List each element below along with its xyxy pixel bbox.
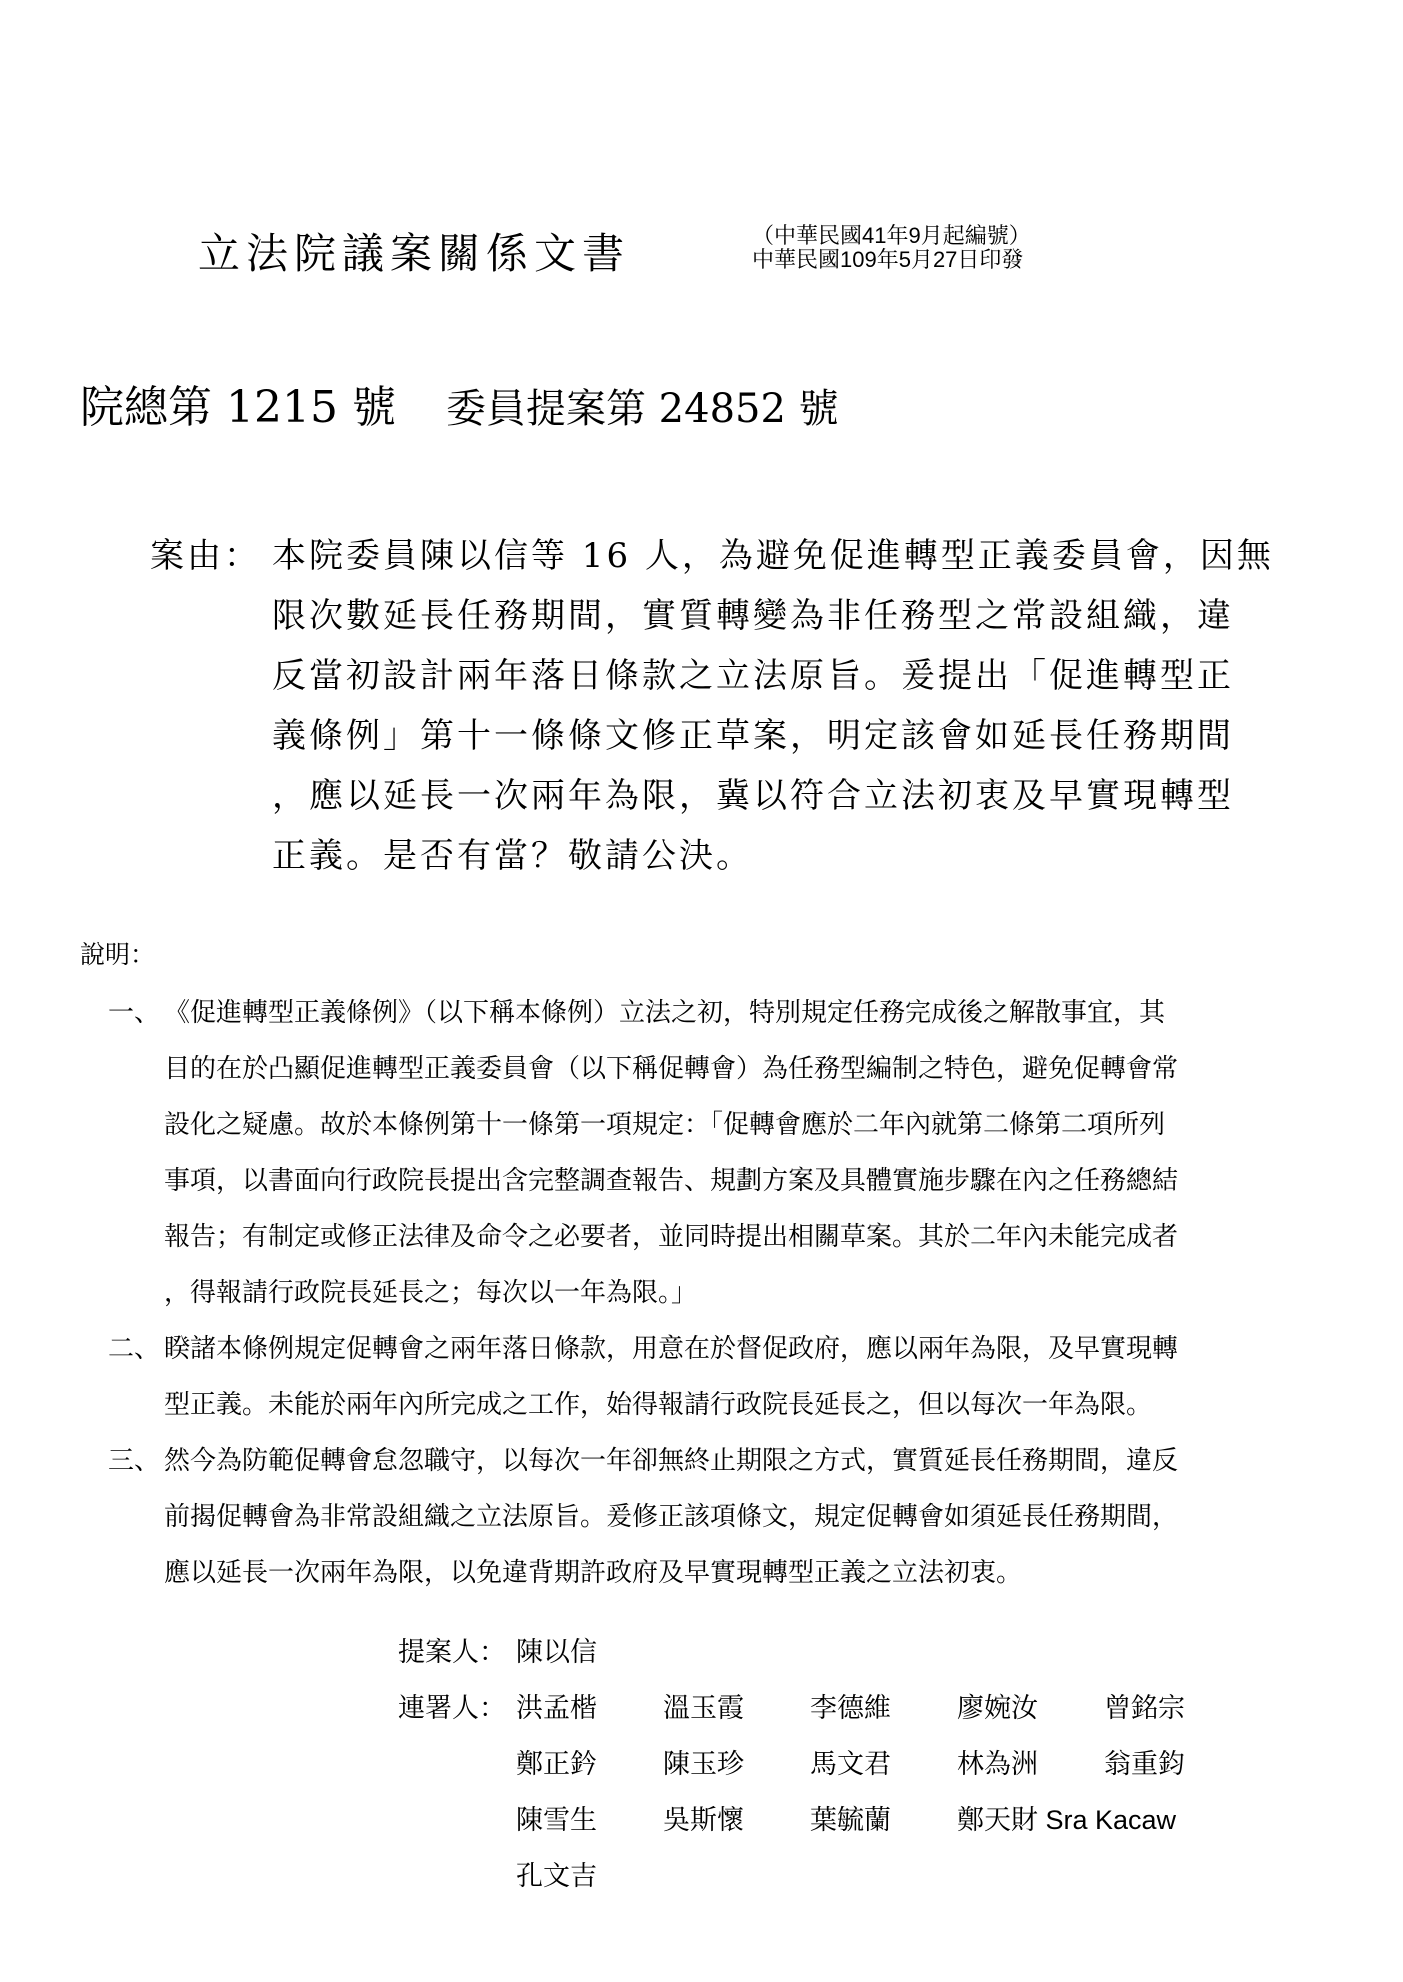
cosigner-name: 洪孟楷 (516, 1693, 597, 1723)
cosigner-name: 吳斯懷 (663, 1805, 744, 1835)
reason-line: ，應以延長一次兩年為限，冀以符合立法初衷及早實現轉型 (272, 776, 1234, 816)
cosigner-name: 鄭正鈐 (516, 1749, 597, 1779)
proposal-number: 委員提案第 24852 號 (445, 386, 839, 432)
reason-line: 反當初設計兩年落日條款之立法原旨。爰提出「促進轉型正 (272, 656, 1234, 696)
item-line: 目的在於凸顯促進轉型正義委員會（以下稱促轉會）為任務型編制之特色，避免促轉會常 (164, 1053, 1179, 1083)
item-text (164, 1432, 1178, 1600)
print-date: 中華民國109年5月27日印發 (752, 247, 1024, 272)
proposer-label: 提案人： (398, 1637, 506, 1667)
item-line: 《促進轉型正義條例》（以下稱本條例）立法之初，特別規定任務完成後之解散事宜，其 (164, 997, 1166, 1027)
item-line: 睽諸本條例規定促轉會之兩年落日條款，用意在於督促政府，應以兩年為限，及早實現轉 (164, 1333, 1179, 1363)
item-line: 然今為防範促轉會怠忽職守，以每次一年卻無終止期限之方式，實質延長任務期間，違反 (164, 1445, 1179, 1475)
item-line: 應以延長一次兩年為限，以免違背期許政府及早實現轉型正義之立法初衷。 (164, 1557, 1023, 1587)
item-text (164, 1320, 1178, 1432)
item-marker: 三、 (108, 1445, 161, 1475)
cosigner-name: 葉毓蘭 (810, 1805, 891, 1835)
cosigner-name: 孔文吉 (516, 1861, 597, 1891)
general-number: 院總第 1215 號 (80, 382, 396, 433)
item-line: ，得報請行政院長延長之；每次以一年為限。」 (164, 1277, 698, 1307)
item-marker: 一、 (108, 997, 161, 1027)
item-marker: 二、 (108, 1333, 161, 1363)
cosigner-name: 馬文君 (810, 1749, 891, 1779)
reason-text (272, 526, 1274, 886)
reason-label: 案由： (150, 536, 261, 576)
document-meta (752, 224, 1031, 272)
cosigner-name: 鄭天財 Sra Kacaw (957, 1805, 1177, 1835)
explanation-title: 說明： (80, 941, 156, 969)
cosigner-name: 陳玉珍 (663, 1749, 744, 1779)
reason-line: 限次數延長任務期間，實質轉變為非任務型之常設組織，違 (272, 596, 1234, 636)
item-line: 事項，以書面向行政院長提出含完整調查報告、規劃方案及具體實施步驟在內之任務總結 (164, 1165, 1179, 1195)
document-title: 立法院議案關係文書 (198, 229, 631, 278)
reason-line: 義條例」第十一條條文修正草案，明定該會如延長任務期間 (272, 716, 1234, 756)
cosigner-name: 陳雪生 (516, 1805, 597, 1835)
cosigner-name: 曾銘宗 (1104, 1693, 1185, 1723)
cosigner-name: 廖婉汝 (957, 1693, 1038, 1723)
cosigner-label: 連署人： (398, 1693, 506, 1723)
item-line: 前揭促轉會為非常設組織之立法原旨。爰修正該項條文，規定促轉會如須延長任務期間， (164, 1501, 1179, 1531)
item-line: 設化之疑慮。故於本條例第十一條第一項規定：「促轉會應於二年內就第二條第二項所列 (164, 1109, 1166, 1139)
item-line: 報告；有制定或修正法律及命令之必要者，並同時提出相關草案。其於二年內未能完成者 (164, 1221, 1179, 1251)
cosigner-name: 李德維 (810, 1693, 891, 1723)
cosigner-name: 林為洲 (957, 1749, 1038, 1779)
cosigner-name: 翁重鈞 (1104, 1749, 1185, 1779)
reason-line: 正義。是否有當？敬請公決。 (272, 836, 753, 876)
reason-line: 本院委員陳以信等 16 人，為避免促進轉型正義委員會，因無 (272, 536, 1274, 576)
cosigner-name: 溫玉霞 (663, 1693, 744, 1723)
item-text (164, 984, 1178, 1320)
proposer-name: 陳以信 (516, 1637, 597, 1667)
document-numbers (80, 378, 839, 439)
numbering-note: （中華民國41年9月起編號） (752, 223, 1031, 248)
item-line: 型正義。未能於兩年內所完成之工作，始得報請行政院長延長之，但以每次一年為限。 (164, 1389, 1153, 1419)
